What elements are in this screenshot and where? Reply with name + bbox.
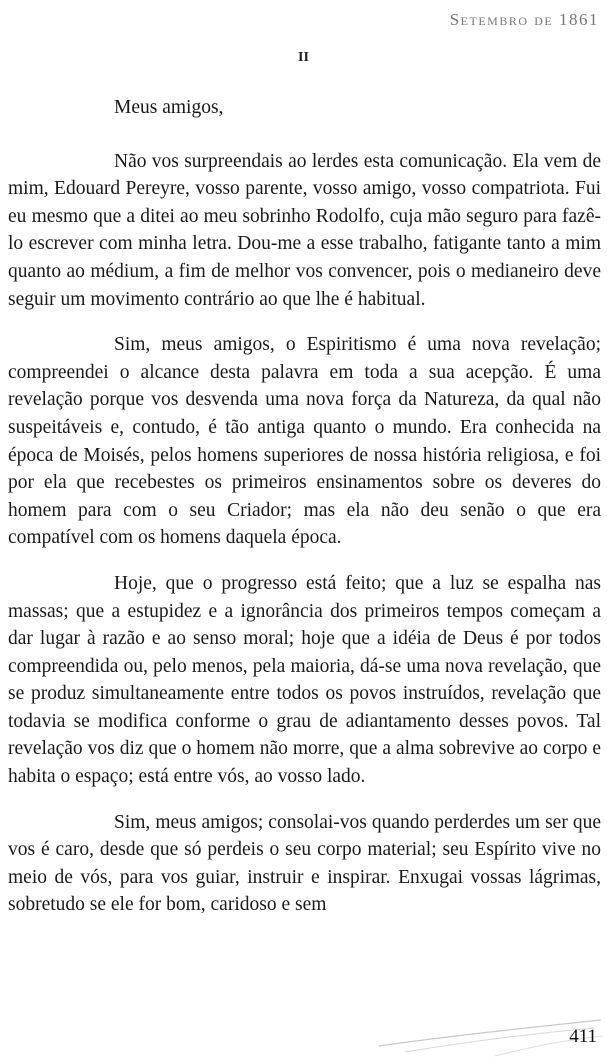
body-paragraph: Sim, meus amigos, o Espiritismo é uma nova revelação; compreendei o alcance desta palavra em toda a sua acepção. É uma revelação porque vos desvenda uma nova força da Natureza, da qual não suspeitáveis e, contudo, é tão antiga quanto o mundo. Era conhecida na época de Moisés, pelos homens superiores de nossa história religiosa, e foi por ela que recebestes os primeiros ensinamentos sobre os deveres do homem para com o seu Criador; mas ela não deu senão o que era compatível com os homens daquela época. [8,334,601,549]
salutation-paragraph: Meus amigos, [114,97,224,118]
body-paragraph: Hoje, que o progresso está feito; que a luz se espalha nas massas; que a estupidez e a ignorância dos primeiros tempos começam a dar lugar à razão e ao senso moral; hoje que a idéia de Deus é por todos compreendida ou, pelo menos, pela maioria, dá-se uma nova revelação, que se produz simultaneamente entre todos os povos instruídos, revelação que todavia se modifica conforme o grau de adiantamento desses povos. Tal revelação vos diz que o homem não morre, que a alma sobrevive ao corpo e habita o espaço; está entre vós, ao vosso lado. [8,572,601,788]
section-number: II [298,50,309,65]
body-paragraph: Não vos surpreendais ao lerdes esta comunicação. Ela vem de mim, Edouard Pereyre, vosso parente, vosso amigo, vosso compatriota. Fui eu mesmo que a ditei ao meu sobrinho Rodolfo, cuja mão seguro para fazê-lo escrever com minha letra. Dou-me a esse trabalho, fatigante tanto a mim quanto ao médium, a fim de melhor vos convencer, pois o medianeiro deve seguir um movimento contrário ao que lhe é habitual. [8,150,601,310]
body-paragraph: Sim, meus amigos; consolai-vos quando perderdes um ser que vos é caro, desde que só perdeis o seu corpo material; seu Espírito vive no meio de vós, para vos guiar, instruir e inspirar. Enxugai vossas lágrimas, sobretudo se ele for bom, caridoso e sem [8,811,601,916]
running-header: Setembro de 1861 [449,10,599,29]
page-number: 411 [569,1026,597,1047]
body-text [8,94,601,937]
